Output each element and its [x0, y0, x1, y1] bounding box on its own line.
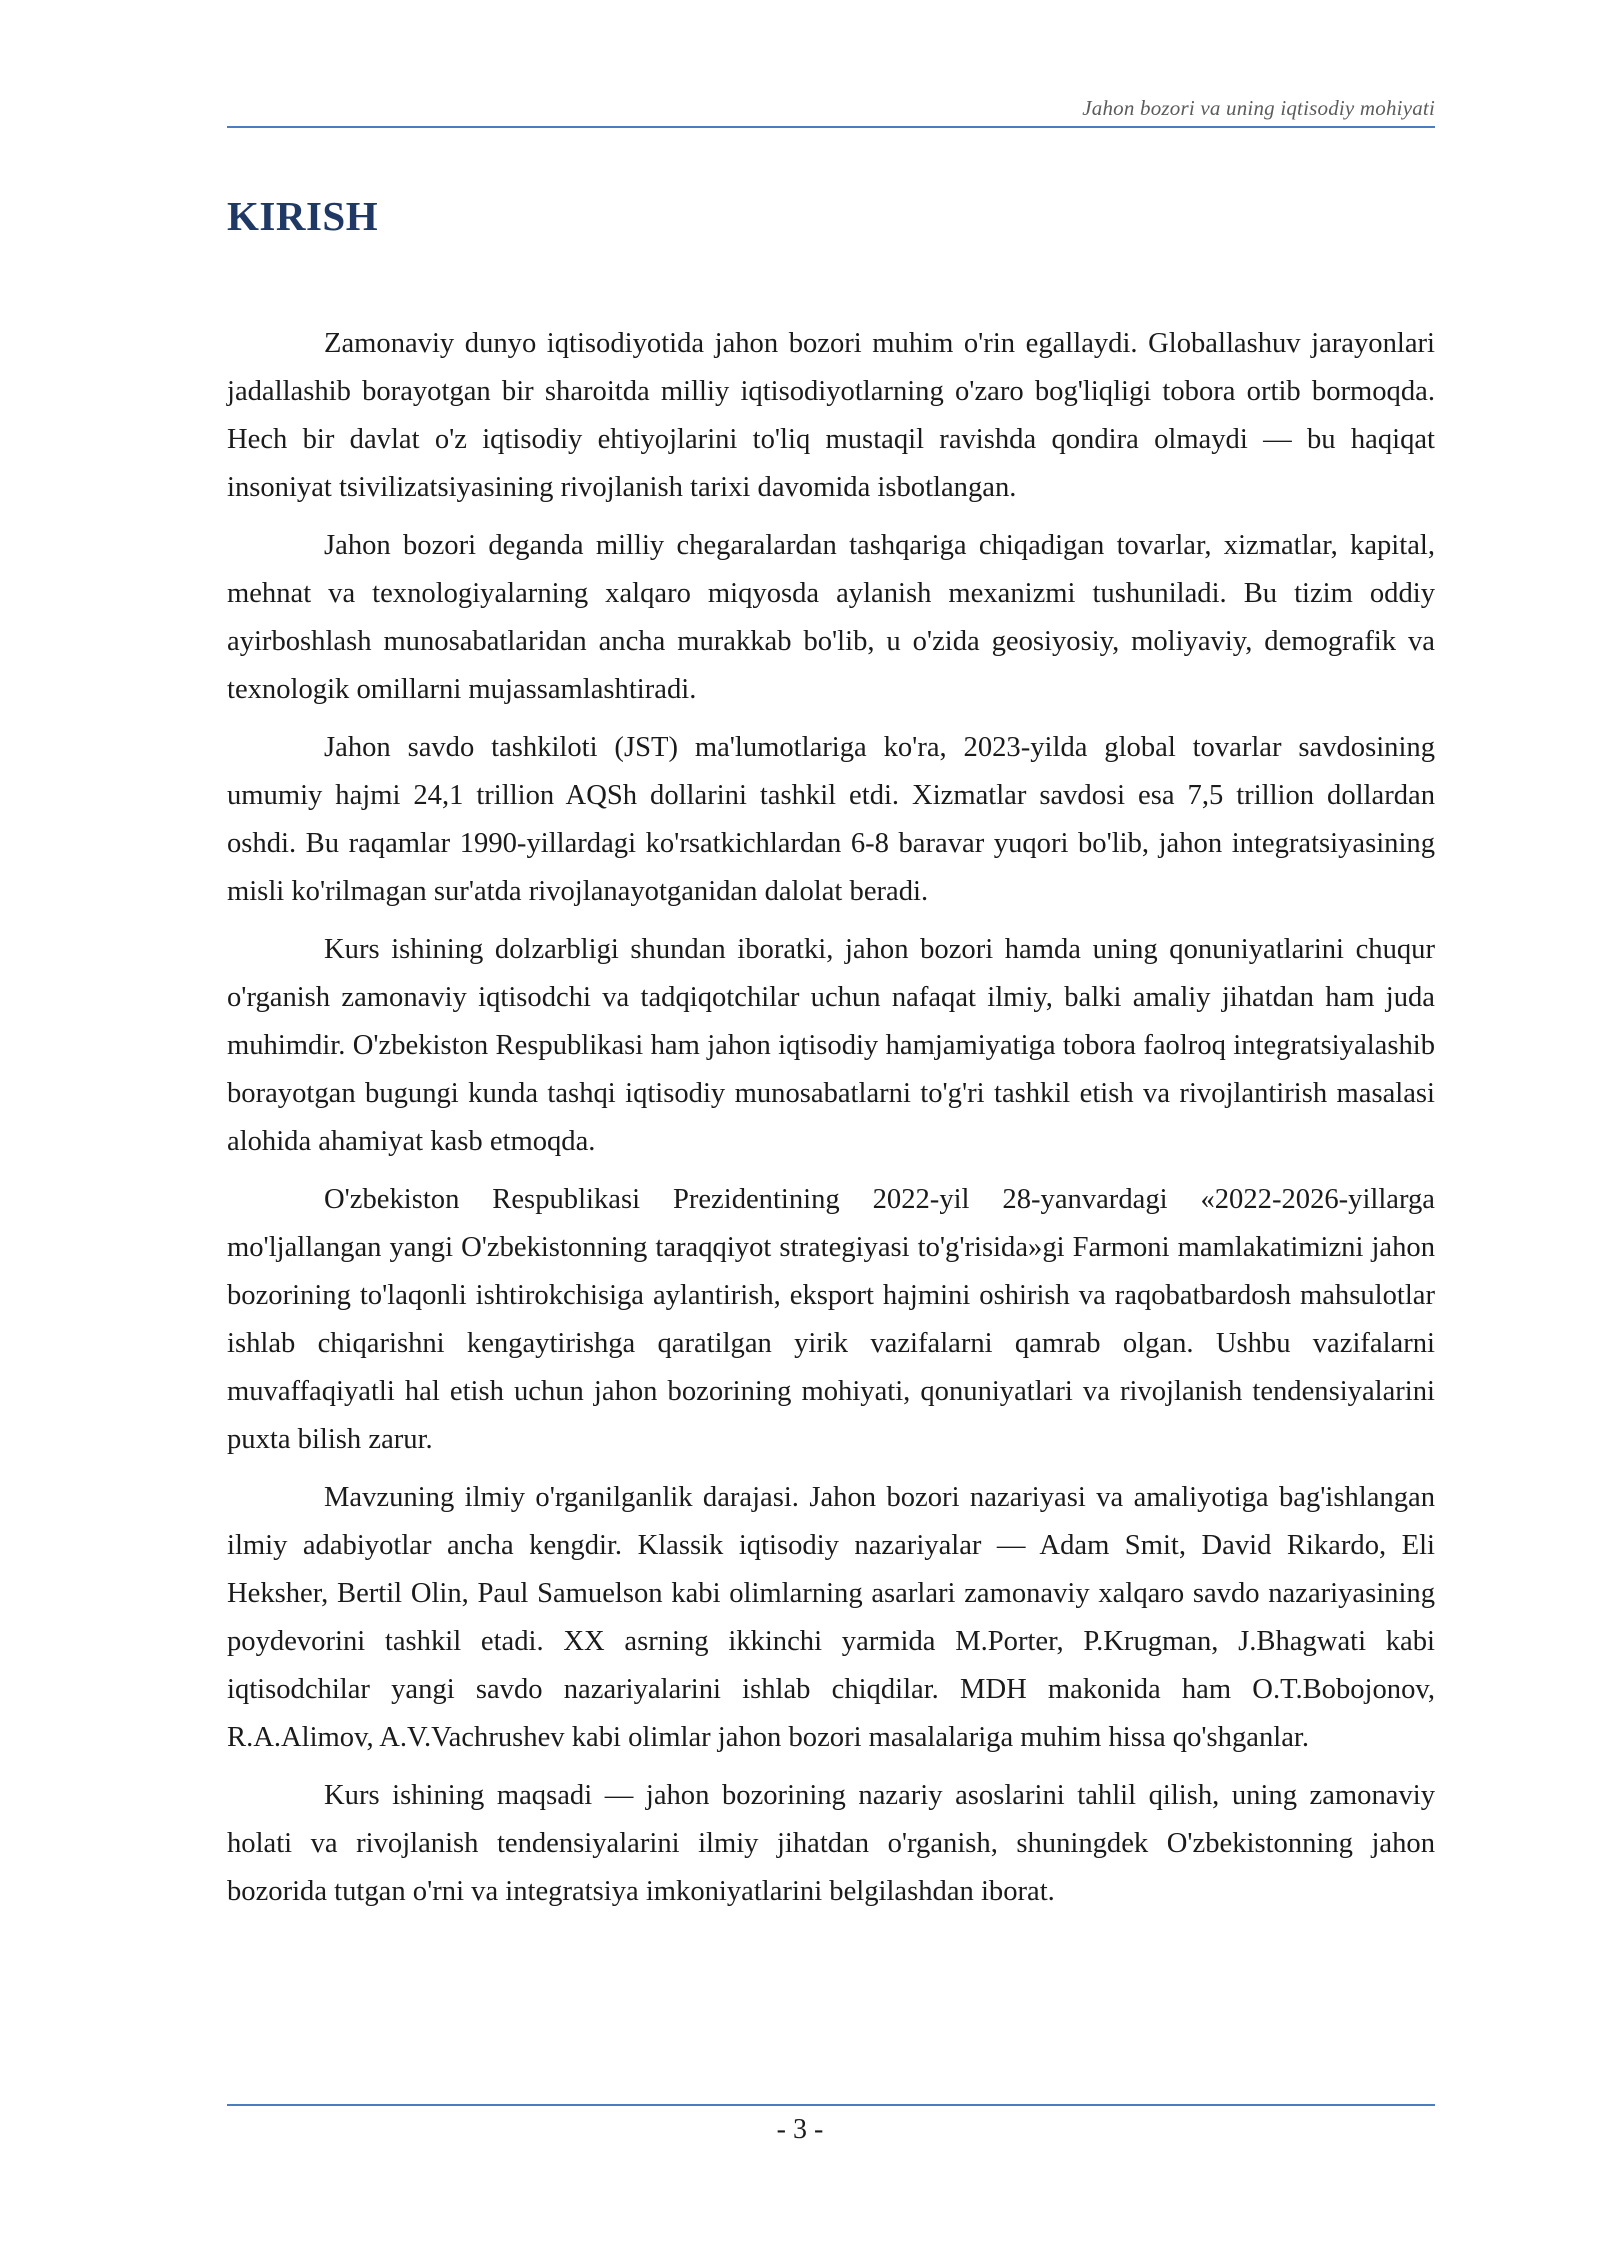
paragraph-4: Kurs ishining dolzarbligi shundan iboratki, jahon bozori hamda uning qonuniyatlarini chuqur o'rganish zamonaviy iqtisodchi va tadqiqotchilar uchun nafaqat ilmiy, balki amaliy jihatdan ham juda muhimdir. O'zbekiston Respublikasi ham jahon iqtisodiy hamjamiyatiga tobora faolroq integratsiyalashib borayotgan bugungi kunda tashqi iqtisodiy munosabatlarni to'g'ri tashkil etish va rivojlantirish masalasi alohida ahamiyat kasb etmoqda. — [227, 934, 1435, 1157]
paragraph-6: Mavzuning ilmiy o'rganilganlik darajasi. Jahon bozori nazariyasi va amaliyotiga bag'ishlangan ilmiy adabiyotlar ancha kengdir. Klassik iqtisodiy nazariyalar — Adam Smit, David Rikardo, Eli Heksher, Bertil Olin, Paul Samuelson kabi olimlarning asarlari zamonaviy xalqaro savdo nazariyasining poydevorini tashkil etadi. XX asrning ikkinchi yarmida M.Porter, P.Krugman, J.Bhagwati kabi iqtisodchilar yangi savdo nazariyalarini ishlab chiqdilar. MDH makonida ham O.T.Bobojonov, R.A.Alimov, A.V.Vachrushev kabi olimlar jahon bozori masalalariga muhim hissa qo'shganlar. — [227, 1482, 1435, 1753]
running-head: Jahon bozori va uning iqtisodiy mohiyati — [1082, 96, 1435, 120]
body-text — [227, 320, 1435, 1926]
paragraph-1: Zamonaviy dunyo iqtisodiyotida jahon bozori muhim o'rin egallaydi. Globallashuv jarayonlari jadallashib borayotgan bir sharoitda milliy iqtisodiyotlarning o'zaro bog'liqligi tobora ortib bormoqda. Hech bir davlat o'z iqtisodiy ehtiyojlarini to'liq mustaqil ravishda qondira olmaydi — bu haqiqat insoniyat tsivilizatsiyasining rivojlanish tarixi davomida isbotlangan. — [227, 328, 1435, 503]
page-number: - 3 - — [776, 2114, 824, 2145]
paragraph-7: Kurs ishining maqsadi — jahon bozorining nazariy asoslarini tahlil qilish, uning zamonaviy holati va rivojlanish tendensiyalarini ilmiy jihatdan o'rganish, shuningdek O'zbekistonning jahon bozorida tutgan o'rni va integratsiya imkoniyatlarini belgilashdan iborat. — [227, 1780, 1435, 1907]
page-header — [227, 92, 1435, 128]
chapter-title: KIRISH — [227, 193, 379, 239]
paragraph-3: Jahon savdo tashkiloti (JST) ma'lumotlariga ko'ra, 2023-yilda global tovarlar savdosining umumiy hajmi 24,1 trillion AQSh dollarini tashkil etdi. Xizmatlar savdosi esa 7,5 trillion dollardan oshdi. Bu raqamlar 1990-yillardagi ko'rsatkichlardan 6-8 baravar yuqori bo'lib, jahon integratsiyasining misli ko'rilmagan sur'atda rivojlanayotganidan dalolat beradi. — [227, 732, 1435, 907]
footer-rule — [227, 2104, 1435, 2106]
paragraph-2: Jahon bozori deganda milliy chegaralardan tashqariga chiqadigan tovarlar, xizmatlar, kapital, mehnat va texnologiyalarning xalqaro miqyosda aylanish mexanizmi tushuniladi. Bu tizim oddiy ayirboshlash munosabatlaridan ancha murakkab bo'lib, u o'zida geosiyosiy, moliyaviy, demografik va texnologik omillarni mujassamlashtiradi. — [227, 530, 1435, 705]
paragraph-5: O'zbekiston Respublikasi Prezidentining 2022-yil 28-yanvardagi «2022-2026-yillarga mo'ljallangan yangi O'zbekistonning taraqqiyot strategiyasi to'g'risida»gi Farmoni mamlakatimizni jahon bozorining to'laqonli ishtirokchisiga aylantirish, eksport hajmini oshirish va raqobatbardosh mahsulotlar ishlab chiqarishni kengaytirishga qaratilgan yirik vazifalarni qamrab olgan. Ushbu vazifalarni muvaffaqiyatli hal etish uchun jahon bozorining mohiyati, qonuniyatlari va rivojlanish tendensiyalarini puxta bilish zarur. — [227, 1184, 1435, 1455]
